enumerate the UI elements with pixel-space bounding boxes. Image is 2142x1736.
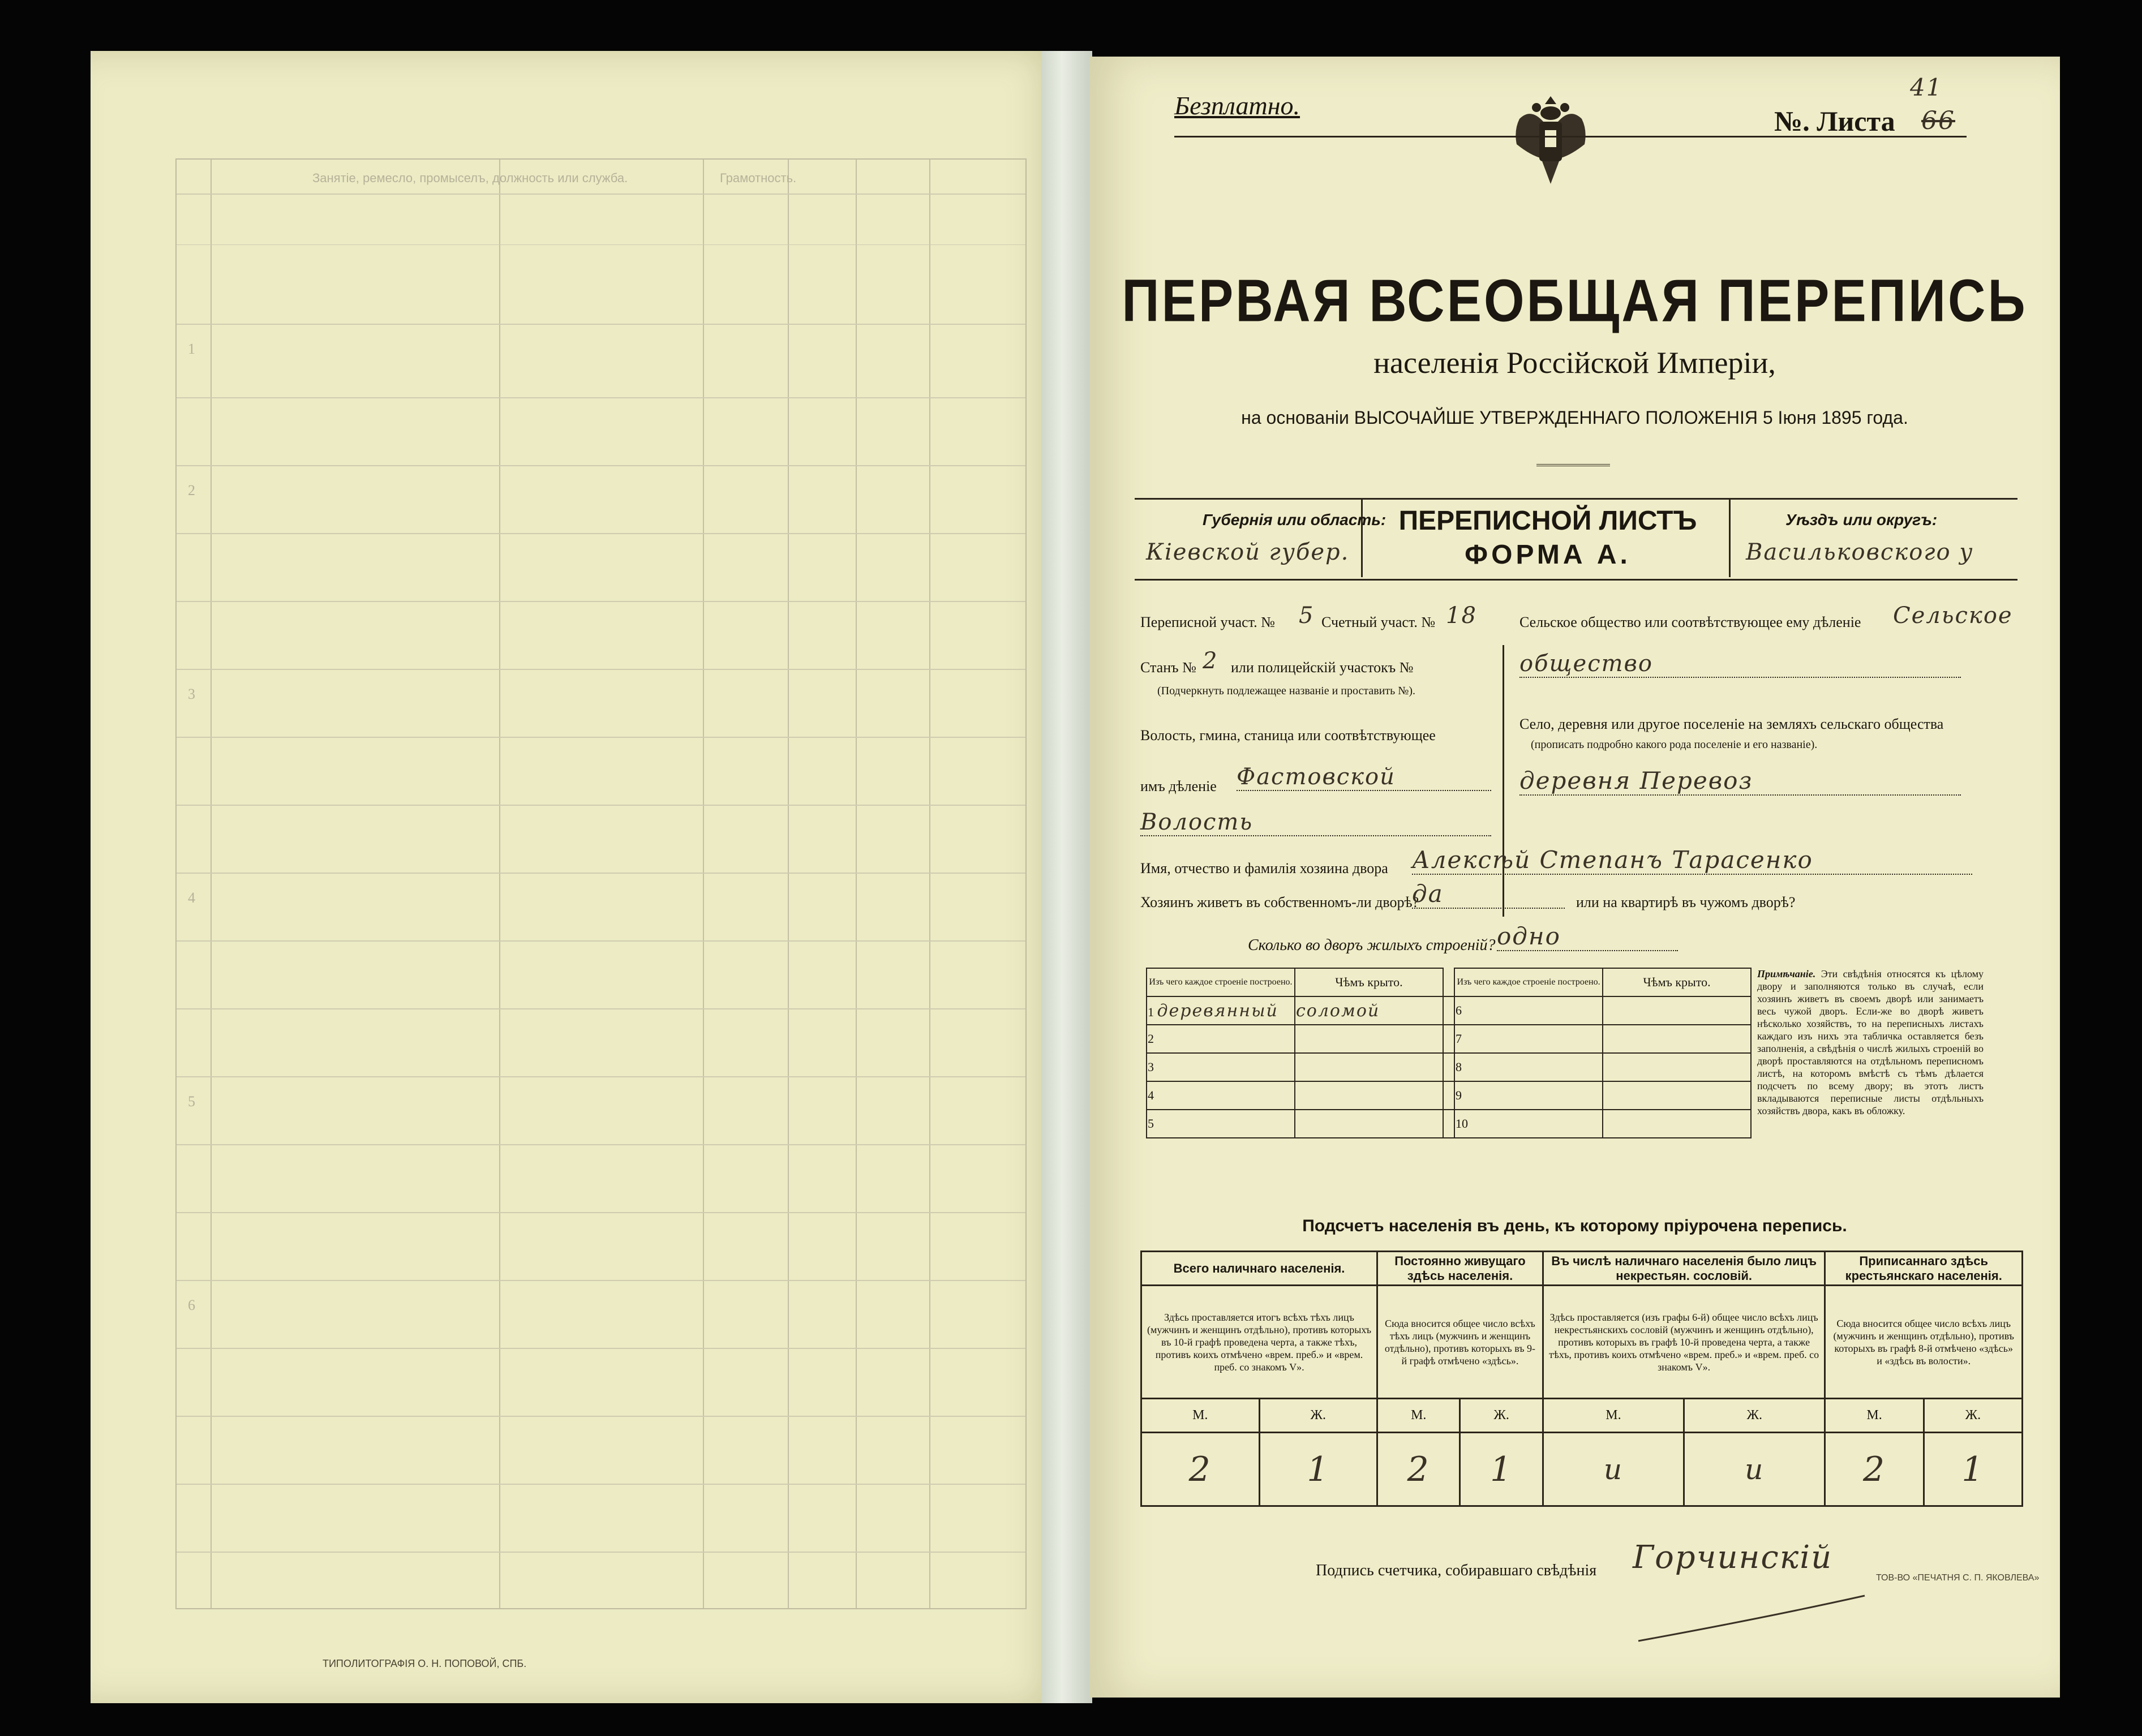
imperial-eagle-crest: [1508, 91, 1593, 187]
female-header: Ж.: [1684, 1399, 1825, 1433]
volost-value: Фастовской: [1237, 764, 1491, 791]
row1-material: деревянный: [1157, 1000, 1278, 1021]
table-row: [1147, 1110, 1751, 1138]
volost-value-2: Волость: [1140, 809, 1491, 836]
row-number: 8: [1454, 1053, 1603, 1081]
main-title: ПЕРВАЯ ВСЕОБЩАЯ ПЕРЕПИСЬ: [1122, 268, 2028, 334]
count-col1-desc: Здѣсь проставляется итогъ всѣхъ тѣхъ лицъ (мужчинъ и женщинъ отдѣльно), противъ которыхъ въ 10-й графѣ проведена черта, а также тѣхъ, противъ коихъ отмѣчено «врем. преб.» и «врем. преб. со знакомъ V».: [1141, 1286, 1377, 1399]
census-area-value: 5: [1299, 603, 1315, 629]
left-row-number: 4: [188, 890, 195, 906]
counter-signature: Горчинскій: [1633, 1539, 1833, 1576]
count-heading: Подсчетъ населенія въ день, къ которому пріурочена перепись.: [1302, 1217, 1847, 1235]
left-header-faint-1: Занятіе, ремесло, промыселъ, должность или служба.: [312, 171, 628, 185]
form-header-block: [1135, 498, 2017, 581]
free-label: Безплатно.: [1174, 91, 1300, 120]
buildings-label: Сколько во дворъ жилыхъ строеній?: [1248, 936, 1496, 954]
count-col1-title: Всего наличнаго населенія.: [1141, 1252, 1377, 1286]
buildings-table: [1146, 968, 1752, 1138]
stan-value: 2: [1203, 648, 1218, 674]
volost-label-2: имъ дѣленіе: [1140, 778, 1217, 794]
female-header: Ж.: [1460, 1399, 1543, 1433]
header-rule: [1174, 136, 1967, 137]
male-header: М.: [1543, 1399, 1684, 1433]
census-area-label: Переписной участ. №: [1140, 614, 1275, 630]
volost-label: Волость, гмина, станица или соотвѣтствующее: [1140, 727, 1436, 744]
row1-roof: соломой: [1295, 996, 1443, 1025]
table-row: [1147, 996, 1751, 1025]
female-header: Ж.: [1924, 1399, 2022, 1433]
male-header: М.: [1825, 1399, 1924, 1433]
count-col4-title: Приписаннаго здѣсь крестьянскаго населенія.: [1825, 1252, 2023, 1286]
count-value: 1: [1460, 1433, 1543, 1506]
sheet-old-number: 66: [1921, 106, 1955, 135]
ornament-divider: [1536, 464, 1610, 466]
rural-society-value: Сельское: [1893, 603, 2013, 629]
buildings-value: одно: [1497, 922, 1678, 951]
buildings-col-roof: Чѣмъ крыто.: [1295, 968, 1443, 996]
printer-right: ТОВ-ВО «ПЕЧАТНЯ С. П. ЯКОВЛЕВА»: [1876, 1573, 2040, 1583]
form-subtitle: ФОРМА А.: [1465, 540, 1631, 570]
count-value: и: [1543, 1433, 1684, 1506]
count-value: и: [1684, 1433, 1825, 1506]
subtitle: населенія Россійской Имперіи,: [1373, 346, 1776, 380]
form-title: ПЕРЕПИСНОЙ ЛИСТЪ: [1398, 506, 1697, 536]
left-row-number: 6: [188, 1297, 195, 1313]
sheet-label: №. Листа: [1774, 105, 1895, 137]
buildings-col-material: Изъ чего каждое строеніе построено.: [1454, 968, 1603, 996]
buildings-col-roof: Чѣмъ крыто.: [1603, 968, 1751, 996]
row-number: 4: [1147, 1081, 1295, 1110]
count-col2-title: Постоянно живущаго здѣсь населенія.: [1377, 1252, 1543, 1286]
buildings-col-material: Изъ чего каждое строеніе построено.: [1147, 968, 1295, 996]
district-label: Уѣздъ или округъ:: [1785, 511, 1938, 528]
left-row-number: 1: [188, 341, 195, 357]
table-row: [1147, 1081, 1751, 1110]
count-value: 2: [1377, 1433, 1460, 1506]
police-label: или полицейскій участокъ №: [1231, 659, 1414, 676]
count-col3-title: Въ числѣ наличнаго населенія было лицъ некрестьян. сословій.: [1543, 1252, 1825, 1286]
row-number: 6: [1454, 996, 1603, 1025]
right-page: [1089, 57, 2060, 1698]
book-spine: [1041, 51, 1092, 1703]
row-number: 3: [1147, 1053, 1295, 1081]
note-text: Эти свѣдѣнія относятся къ цѣлому двору и заполняются только въ случаѣ, если хозяинъ живетъ въ своемъ дворѣ или занимаетъ весь чужой дворъ. Если-же во дворѣ живетъ нѣсколько хозяйствъ, то на переписныхъ листахъ каждаго изъ нихъ эта табличка оставляется безъ заполненія, а свѣдѣнія о числѣ жилыхъ строеній во дворѣ проставляются на отдѣльномъ переписномъ листѣ, на которомъ вмѣстѣ съ тѣмъ дѣлается подсчетъ по всему двору; въ этотъ листъ вкладываются переписные листы отдѣльныхъ хозяйствъ двора, какъ въ обложку.: [1757, 968, 1984, 1116]
signature-flourish: [1633, 1584, 1870, 1652]
rural-society-label: Сельское общество или соотвѣтствующее ему дѣленіе: [1519, 614, 1861, 630]
province-label: Губернія или область:: [1203, 511, 1386, 528]
village-note: (прописать подробно какого рода поселеніе и его названіе).: [1531, 738, 1818, 751]
count-value: 1: [1259, 1433, 1377, 1506]
table-row: [1147, 1053, 1751, 1081]
left-page-grid: [175, 158, 1027, 1609]
sheet-new-number: 41: [1910, 74, 1943, 101]
note-block: [1757, 968, 1984, 1117]
village-value: деревня Перевоз: [1519, 767, 1961, 796]
left-row-number: 3: [188, 686, 195, 702]
left-page: [91, 51, 1064, 1703]
male-header: М.: [1141, 1399, 1260, 1433]
fields-divider: [1503, 645, 1504, 917]
printer-left: ТИПОЛИТОГРАФІЯ О. Н. ПОПОВОЙ, СПБ.: [323, 1658, 527, 1669]
note-label: Примѣчаніе.: [1757, 968, 1816, 979]
district-value: Васильковского у: [1746, 539, 1974, 565]
own-yard-value: да: [1412, 880, 1565, 909]
village-label: Село, деревня или другое поселеніе на земляхъ сельскаго общества: [1519, 716, 1944, 732]
male-header: М.: [1377, 1399, 1460, 1433]
province-value: Кіевской губер.: [1146, 539, 1350, 565]
row-number: 10: [1454, 1110, 1603, 1138]
owner-value: Алексѣй Степанъ Тарасенко: [1412, 846, 1972, 875]
owner-label: Имя, отчество и фамилія хозяина двора: [1140, 860, 1388, 876]
left-row-number: 2: [188, 482, 195, 499]
row-number: 1: [1148, 1004, 1154, 1019]
count-col2-desc: Сюда вносится общее число всѣхъ тѣхъ лицъ (мужчинъ и женщинъ отдѣльно), противъ которыхъ въ 9-й графѣ отмѣчено «здѣсь».: [1377, 1286, 1543, 1399]
count-col4-desc: Сюда вносится общее число всѣхъ лицъ (мужчинъ и женщинъ отдѣльно), противъ которыхъ въ графѣ 8-й отмѣчено «здѣсь» и «здѣсь въ волости».: [1825, 1286, 2023, 1399]
count-value: 2: [1141, 1433, 1260, 1506]
row-number: 7: [1454, 1025, 1603, 1053]
signature-label: Подпись счетчика, собиравшаго свѣдѣнія: [1316, 1562, 1597, 1579]
female-header: Ж.: [1259, 1399, 1377, 1433]
row-number: 5: [1147, 1110, 1295, 1138]
rented-label: или на квартирѣ въ чужомъ дворѣ?: [1576, 894, 1796, 910]
row-number: 9: [1454, 1081, 1603, 1110]
stan-label: Станъ №: [1140, 659, 1196, 676]
count-value: 1: [1924, 1433, 2022, 1506]
rural-society-value-2: общество: [1519, 651, 1961, 678]
count-col3-desc: Здѣсь проставляется (изъ графы 6-й) общее число всѣхъ лицъ некрестьянскихъ сословій (мужчинъ и женщинъ отдѣльно), противъ которыхъ въ графѣ 10-й проведена черта, а также тѣхъ, противъ коихъ отмѣчено «врем. преб.» и «врем. преб. со знакомъ V».: [1543, 1286, 1825, 1399]
count-value: 2: [1825, 1433, 1924, 1506]
population-count-table: [1140, 1251, 2023, 1507]
own-yard-label: Хозяинъ живетъ въ собственномъ-ли дворѣ?: [1140, 894, 1419, 910]
basis-line: на основаніи ВЫСОЧАЙШЕ УТВЕРЖДЕННАГО ПОЛОЖЕНІЯ 5 Іюня 1895 года.: [1241, 407, 1908, 428]
count-area-value: 18: [1446, 603, 1477, 629]
table-row: [1147, 1025, 1751, 1053]
row-number: 2: [1147, 1025, 1295, 1053]
left-row-number: 5: [188, 1093, 195, 1110]
count-area-label: Счетный участ. №: [1321, 614, 1436, 630]
underline-note: (Подчеркнуть подлежащее названіе и проставить №).: [1157, 685, 1415, 697]
left-header-faint-2: Грамотность.: [720, 171, 797, 185]
